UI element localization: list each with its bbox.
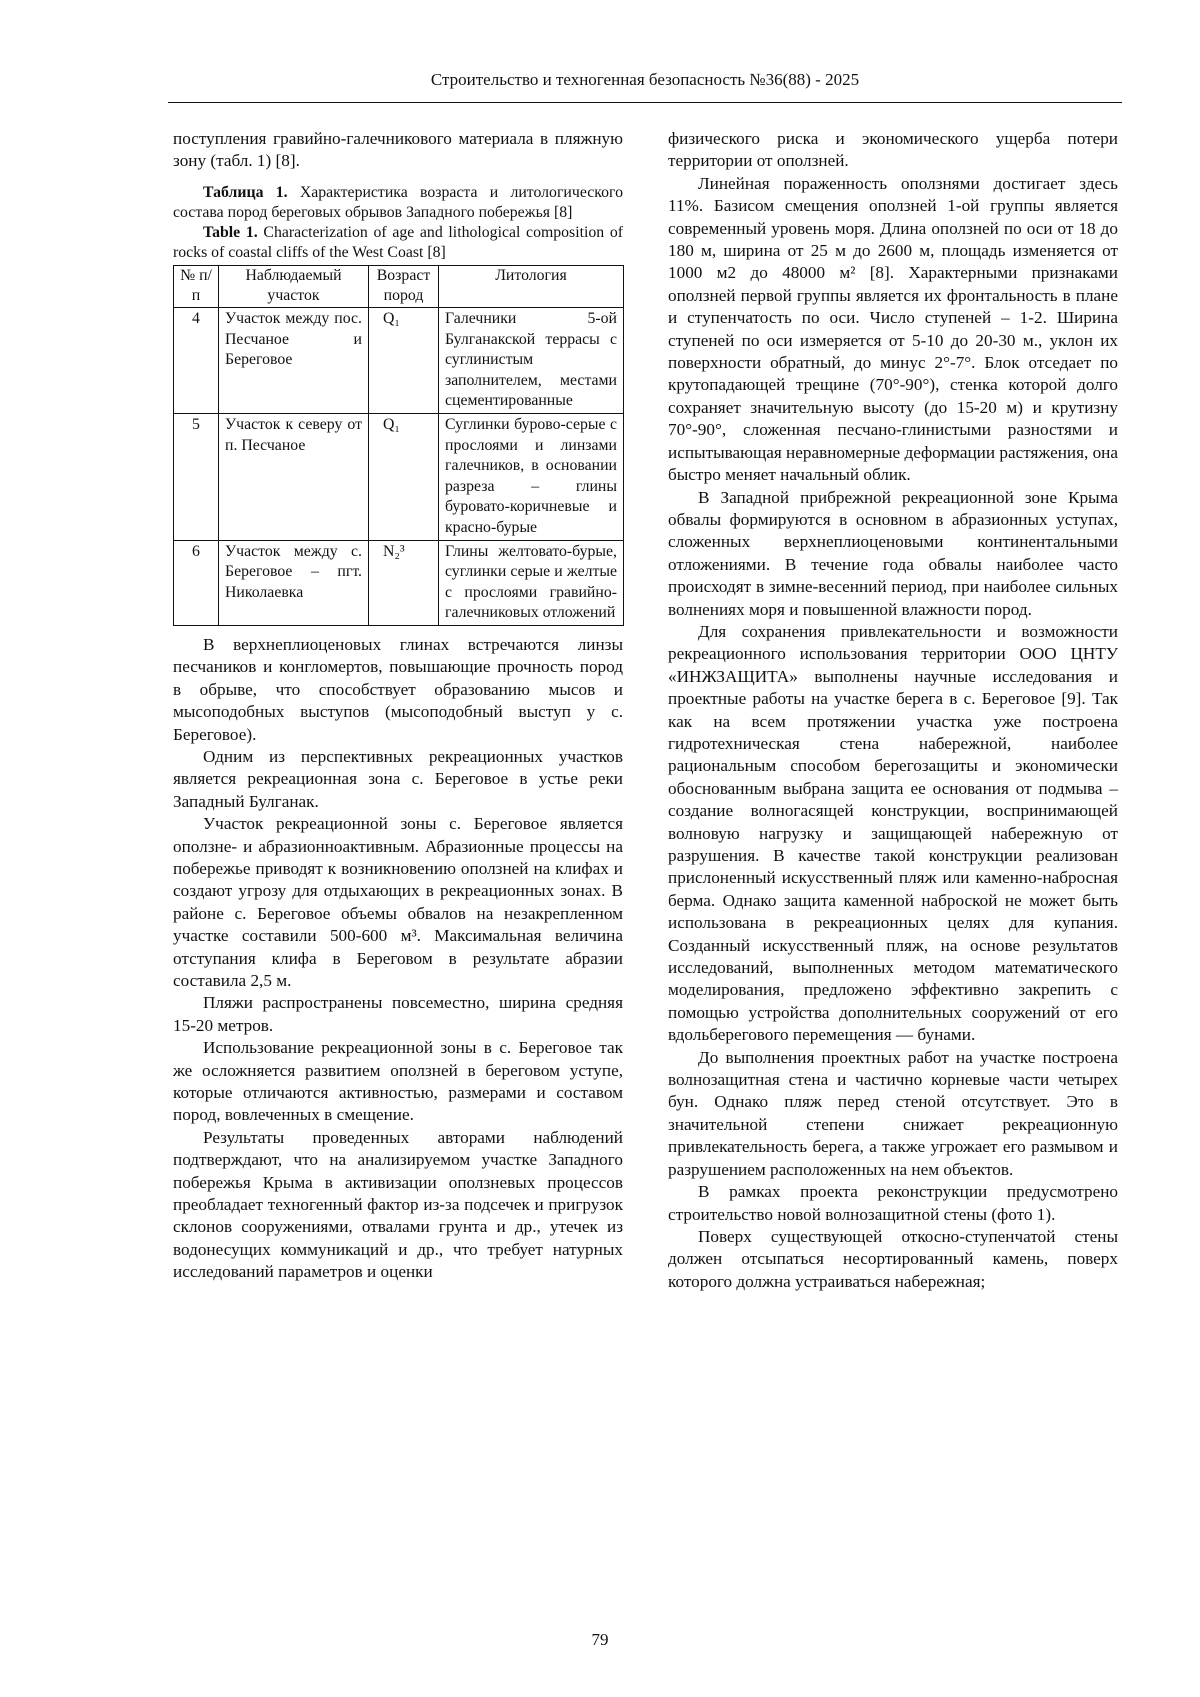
body-paragraph: Пляжи распространены повсеместно, ширина средняя 15-20 метров. <box>173 993 623 1035</box>
body-paragraph: Использование рекреационной зоны в с. Береговое так же осложняется развитием оползней в береговом уступе, которые отличаются активностью, размерами и составом пород, вовлеченных в смещение. <box>173 1038 623 1125</box>
header-place: Наблюдаемый участок <box>219 265 369 307</box>
cell-num: 6 <box>174 540 219 625</box>
left-column <box>173 128 623 1284</box>
lead-paragraph: физического риска и экономического ущерба потери территории от оползней. <box>668 129 1118 171</box>
table-row <box>174 308 624 414</box>
table-row <box>174 540 624 625</box>
caption-en-label: Table 1. <box>203 223 258 241</box>
cell-age: Q₁ <box>369 413 439 540</box>
caption-en-text: Characterization of age and lithological composition of rocks of coastal cliffs of the West Coast [8] <box>173 223 624 261</box>
cell-place: Участок между пос. Песчаное и Береговое <box>219 308 369 414</box>
body-paragraph: Участок рекреационной зоны с. Береговое является оползне- и абразионноактивным. Абразионные процессы на побережье приводят к возникновению оползней на клифах и создают угрозу для отдыхающих в рекреационных зонах. В районе с. Береговое объемы обвалов на незакрепленном участке составили 500-600 м³. Максимальная величина отступания клифа в Береговом в результате абразии составила 2,5 м. <box>173 814 623 990</box>
journal-header: Строительство и техногенная безопасность №36(88) - 2025 <box>430 70 860 89</box>
body-paragraph: В верхнеплиоценовых глинах встречаются линзы песчаников и конгломертов, повышающие прочность пород в обрыве, что способствует образованию мысов и мысоподобных выступов (мысоподобный выступ у с. Береговое). <box>173 634 623 744</box>
right-column <box>668 128 1118 1293</box>
cell-place: Участок между с. Береговое – пгт. Николаевка <box>219 540 369 625</box>
body-paragraph: Результаты проведенных авторами наблюдений подтверждают, что на анализируемом участке Западного побережья Крыма в активизации оползневых процессов преобладает техногенный фактор из-за подсечек и пригрузок склонов сооружениями, отвалами грунта и др., утечек из водонесущих коммуникаций и др., что требует натурных исследований параметров и оценки <box>173 1127 623 1282</box>
cell-age: N₂³ <box>369 540 439 625</box>
header-num: № п/п <box>174 265 219 307</box>
header-rule <box>168 102 1122 103</box>
body-paragraph: Линейная пораженность оползнями достигает здесь 11%. Базисом смещения оползней 1-ой группы является современный уровень моря. Длина оползней по оси от 18 до 180 м, ширина от 25 м до 2600 м, площадь изменяется от 1000 м2 до 48000 м² [8]. Характерными признаками оползней первой группы является их фронтальность в плане и ступенчатость по оси. Число ступеней – 1-2. Ширина ступеней по оси измеряется от 5-10 до 20-30 м., уклон их поверхности обратный, до минус 2°-7°. Блок отседает по крутопадающей трещине (70°-90°), стенка которой долго сохраняет значительную высоту (до 15-20 м) и крутизну 70°-90°, сложенная песчано-глинистыми разностями и испытывающая неравномерные деформации растяжения, она быстро меняет начальный облик. <box>668 173 1119 485</box>
intro-paragraph: поступления гравийно-галечникового материала в пляжную зону (табл. 1) [8]. <box>173 129 623 171</box>
header-litho: Литология <box>439 265 624 307</box>
table-caption <box>173 183 623 263</box>
caption-en <box>173 223 623 263</box>
body-paragraph: Для сохранения привлекательности и возможности рекреационного использования территории ООО ЦНТУ «ИНЖЗАЩИТА» выполнены научные исследования и проектные работы на участке берега в с. Береговое [9]. Так как на всем протяжении участка уже построена гидротехническая стена набережной, наиболее рациональным способом берегозащиты и экономически обоснованным выбрана защита ее основания от подмыва – создание волногасящей конструкции, воспринимающей волновую нагрузку и защищающей набережную от разрушения. В качестве такой конструкции реализован прислоненный искусственный пляж или каменно-набросная берма. Однако защита каменной наброской не может быть использована в рекреационных целях для купания. Созданный искусственный пляж, на основе результатов исследований, выполненных методом математического моделирования, предложено эффективно закрепить с помощью устройства дополнительных сооружений от его вдольберегового перемещения — бунами. <box>668 621 1118 1045</box>
table-row <box>174 413 624 540</box>
body-paragraph: До выполнения проектных работ на участке построена волнозащитная стена и частично корневые части четырех бун. Однако пляж перед стеной отсутствует. Это в значительной степени снижает рекреационную привлекательность берега, а также угрожает его размывом и разрушением расположенных на нем объектов. <box>668 1047 1118 1179</box>
cell-litho: Суглинки бурово-серые с прослоями и линзами галечников, в основании разреза – глины буровато-коричневые и красно-бурые <box>439 413 624 540</box>
table-header-row <box>174 265 624 307</box>
lithology-table <box>173 265 624 626</box>
cell-litho: Галечники 5-ой Булганакской террасы с суглинистым заполнителем, местами сцементированные <box>439 308 624 414</box>
cell-num: 5 <box>174 413 219 540</box>
caption-ru <box>173 183 623 223</box>
cell-num: 4 <box>174 308 219 414</box>
body-paragraph: В рамках проекта реконструкции предусмотрено строительство новой волнозащитной стены (фото 1). <box>668 1182 1118 1224</box>
body-paragraph: В Западной прибрежной рекреационной зоне Крыма обвалы формируются в основном в абразионных уступах, сложенных верхнеплиоценовыми континентальными отложениями. В течение года обвалы наиболее часто происходят в зимне-весенний период, при наиболее сильных волнениях моря и повышенной влажности пород. <box>668 487 1118 619</box>
caption-ru-label: Таблица 1. <box>203 183 288 201</box>
cell-litho: Глины желтовато-бурые, суглинки серые и желтые с прослоями гравийно-галечниковых отложений <box>439 540 624 625</box>
body-paragraph: Одним из перспективных рекреационных участков является рекреационная зона с. Береговое в устье реки Западный Булганак. <box>173 746 623 811</box>
cell-age: Q₁ <box>369 308 439 414</box>
header-age: Возраст пород <box>369 265 439 307</box>
page-number: 79 <box>591 1630 609 1649</box>
caption-ru-text: Характеристика возраста и литологического состава пород береговых обрывов Западного побережья [8] <box>173 183 623 221</box>
cell-place: Участок к северу от п. Песчаное <box>219 413 369 540</box>
body-paragraph: Поверх существующей откосно-ступенчатой стены должен отсыпаться несортированный камень, поверх которого должна устраиваться набережная; <box>668 1226 1118 1291</box>
